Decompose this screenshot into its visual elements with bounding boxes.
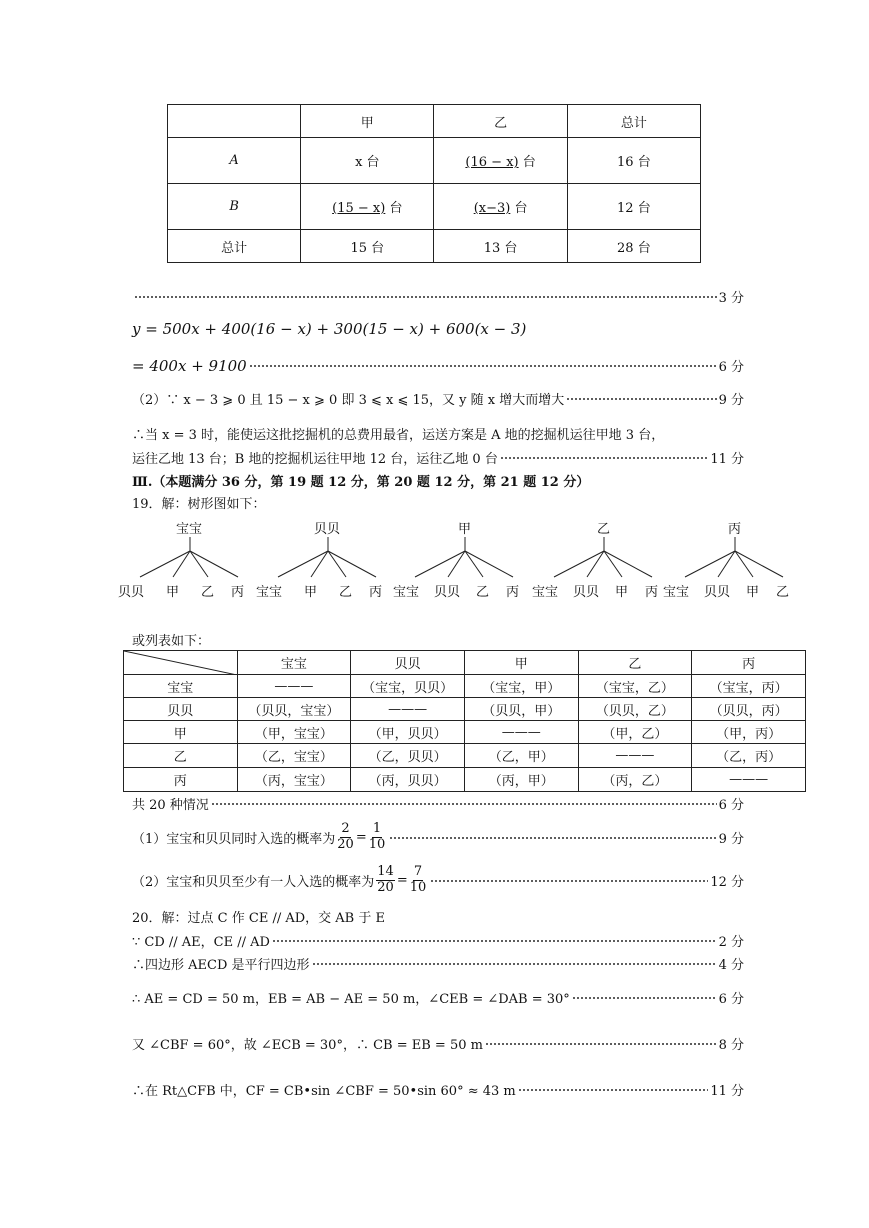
score-6c: 6 分 — [718, 992, 744, 1007]
fraction — [369, 822, 386, 852]
t2-cell: （甲，贝贝） — [351, 721, 465, 744]
equals-sign: = — [396, 872, 408, 888]
score-line-3 — [132, 287, 744, 306]
tree-leaf: 丙 — [369, 585, 383, 600]
q20-heading: 20．解：过点 C 作 CE // AD，交 AB 于 E — [132, 911, 385, 926]
t2-cell: （丙，甲） — [464, 768, 578, 792]
tree-leaf: 乙 — [476, 585, 490, 600]
t2-header-corner — [124, 651, 238, 675]
fraction — [410, 865, 427, 895]
numerator: 1 — [372, 821, 382, 837]
q20-line-2 — [132, 931, 744, 950]
denominator: 20 — [377, 879, 394, 895]
t2-cell: （甲，宝宝） — [237, 721, 351, 744]
t2-cell: （宝宝，甲） — [464, 675, 578, 698]
t1-row-total-jia: 15 台 — [301, 230, 434, 263]
leader-dots — [500, 451, 708, 464]
t1-row-total-total: 28 台 — [567, 230, 700, 263]
score-4: 4 分 — [718, 958, 744, 973]
diagonal-line — [124, 651, 237, 675]
denominator: 10 — [368, 836, 386, 852]
leader-dots — [389, 831, 716, 844]
tree-leaf: 宝宝 — [256, 585, 283, 600]
leader-dots — [430, 874, 708, 887]
tree-leaf: 丙 — [506, 585, 520, 600]
tree-branch — [465, 551, 483, 577]
tree-branch — [735, 551, 783, 577]
score-11b: 11 分 — [710, 1084, 744, 1099]
t2-cell: ——— — [692, 768, 806, 792]
tree-branch — [328, 551, 346, 577]
tree-branch — [278, 551, 328, 577]
tree-branch — [604, 551, 652, 577]
q20-line-6 — [132, 1080, 744, 1099]
tree-leaf: 贝贝 — [434, 585, 461, 600]
leader-dots — [249, 359, 717, 372]
t2-cell: 乙 — [124, 744, 238, 768]
t2-cell: （丙，乙） — [578, 768, 692, 792]
leader-dots — [134, 290, 717, 303]
numerator: 7 — [413, 864, 423, 880]
q20-text-2: ∵ CD // AE，CE // AD — [132, 935, 270, 950]
t1-row-a-yi-expr: (16 − x) — [465, 155, 519, 170]
t2-header-col: 甲 — [464, 651, 578, 675]
tree-leaf: 宝宝 — [532, 585, 559, 600]
score-8: 8 分 — [718, 1038, 744, 1053]
t2-cell: （乙，甲） — [464, 744, 578, 768]
equation-y: y = 500x + 400(16 − x) + 300(15 − x) + 600(x − 3) — [132, 320, 527, 338]
t2-cell: （甲，乙） — [578, 721, 692, 744]
t2-cell: （贝贝，丙） — [692, 698, 806, 721]
t1-row-a-total: 16 台 — [567, 138, 700, 184]
prob1-text: （1）宝宝和贝贝同时入选的概率为 — [132, 831, 336, 847]
t2-header-col: 乙 — [578, 651, 692, 675]
t2-header-col: 丙 — [692, 651, 806, 675]
t2-cell: 贝贝 — [124, 698, 238, 721]
tree-branch — [604, 551, 622, 577]
equation-result-line — [132, 356, 744, 375]
t2-cell: ——— — [464, 721, 578, 744]
leader-dots — [485, 1037, 717, 1050]
t2-cell: 甲 — [124, 721, 238, 744]
part2-line — [132, 389, 744, 408]
tree-root: 丙 — [728, 522, 742, 537]
leader-dots — [566, 392, 716, 405]
tree-leaf: 甲 — [746, 585, 760, 600]
leader-dots — [572, 991, 717, 1004]
t2-cell: ——— — [351, 698, 465, 721]
pair-table — [123, 650, 806, 792]
tree-leaf: 贝贝 — [573, 585, 600, 600]
t2-cell: （丙，宝宝） — [237, 768, 351, 792]
denominator: 10 — [409, 879, 427, 895]
tree-branch — [465, 551, 513, 577]
t2-cell: （贝贝，乙） — [578, 698, 692, 721]
tree-leaf: 宝宝 — [663, 585, 690, 600]
t2-cell: （宝宝，贝贝） — [351, 675, 465, 698]
prob2-line — [132, 858, 744, 902]
t2-header-col: 贝贝 — [351, 651, 465, 675]
numerator: 2 — [341, 821, 350, 837]
tree-leaf: 丙 — [231, 585, 245, 600]
total-cases: 共 20 种情况 — [132, 798, 209, 813]
t1-row-a-jia: x 台 — [301, 138, 434, 184]
t2-cell: （乙，丙） — [692, 744, 806, 768]
fraction — [376, 865, 395, 895]
t1-row-b-jia — [301, 184, 434, 230]
tree-root: 甲 — [458, 522, 472, 537]
t2-cell: 丙 — [124, 768, 238, 792]
t1-row-total-yi: 13 台 — [434, 230, 567, 263]
t1-row-b-yi-unit: 台 — [514, 201, 528, 216]
t1-row-a-yi-unit: 台 — [522, 155, 536, 170]
tree-leaf: 贝贝 — [704, 585, 731, 600]
t1-row-b-label: B — [168, 184, 301, 230]
t2-cell: （丙，贝贝） — [351, 768, 465, 792]
fraction — [337, 822, 354, 852]
t2-cell: （乙，宝宝） — [237, 744, 351, 768]
tree-leaf: 甲 — [615, 585, 629, 600]
tree-root: 宝宝 — [176, 522, 203, 537]
score-2: 2 分 — [718, 935, 744, 950]
section-heading: Ⅲ.（本题满分 36 分，第 19 题 12 分，第 20 题 12 分，第 21 题 12 分） — [132, 475, 590, 490]
equals-sign: = — [355, 829, 367, 845]
q20-text-3: ∴四边形 AECD 是平行四边形 — [132, 958, 310, 973]
t1-row-a-label: A — [168, 138, 301, 184]
conclusion-line-1: ∴当 x = 3 时，能使运这批挖掘机的总费用最省，运送方案是 A 地的挖掘机运往甲地 3 台， — [132, 428, 665, 443]
score-11a: 11 分 — [710, 452, 744, 467]
t1-header-corner — [168, 105, 301, 138]
t1-row-b-total: 12 台 — [567, 184, 700, 230]
t2-cell: （甲，丙） — [692, 721, 806, 744]
q20-text-4: ∴ AE = CD = 50 m，EB = AB − AE = 50 m，∠CEB = ∠DAB = 30° — [132, 992, 570, 1007]
score-9a: 9 分 — [718, 393, 744, 408]
q20-line-3 — [132, 954, 744, 973]
part2-text: （2）∵ x − 3 ⩾ 0 且 15 − x ⩾ 0 即 3 ⩽ x ⩽ 15，又 y 随 x 增大而增大 — [132, 393, 565, 408]
t2-cell: ——— — [237, 675, 351, 698]
prob1-line — [132, 815, 744, 859]
t2-cell: （宝宝，乙） — [578, 675, 692, 698]
t2-cell: ——— — [578, 744, 692, 768]
score-9b: 9 分 — [718, 831, 744, 847]
t2-cell: （贝贝，宝宝） — [237, 698, 351, 721]
t1-row-b-yi — [434, 184, 567, 230]
conclusion-text-2: 运往乙地 13 台；B 地的挖掘机运往甲地 12 台，运往乙地 0 台 — [132, 452, 498, 467]
score-12: 12 分 — [710, 874, 744, 890]
score-6a: 6 分 — [718, 360, 744, 375]
t1-row-b-jia-unit: 台 — [389, 201, 403, 216]
tree-branch — [140, 551, 190, 577]
tree-leaf: 丙 — [645, 585, 659, 600]
or-table-text: 或列表如下： — [132, 634, 211, 649]
score-6b: 6 分 — [718, 798, 744, 813]
t2-cell: （贝贝，甲） — [464, 698, 578, 721]
q20-text-6: ∴在 Rt△CFB 中，CF = CB•sin ∠CBF = 50•sin 60° ≈ 43 m — [132, 1084, 516, 1099]
q20-line-5 — [132, 1034, 744, 1053]
tree-leaf: 甲 — [166, 585, 180, 600]
score-3: 3 分 — [718, 291, 744, 306]
total-cases-line — [132, 794, 744, 813]
tree-branch — [735, 551, 753, 577]
tree-branch — [190, 551, 238, 577]
q19-heading: 19．解：树形图如下： — [132, 497, 266, 512]
t1-row-total-label: 总计 — [168, 230, 301, 263]
tree-root: 乙 — [597, 522, 611, 537]
tree-leaf: 乙 — [776, 585, 790, 600]
tree-leaf: 甲 — [304, 585, 318, 600]
equation-result: = 400x + 9100 — [132, 356, 247, 375]
leader-dots — [518, 1083, 709, 1096]
t1-row-b-yi-expr: (x−3) — [473, 201, 511, 216]
t1-header-total: 总计 — [567, 105, 700, 138]
tree-root: 贝贝 — [314, 522, 341, 537]
t2-cell: （乙，贝贝） — [351, 744, 465, 768]
leader-dots — [272, 934, 717, 947]
q20-text-5: 又 ∠CBF = 60°，故 ∠ECB = 30°，∴ CB = EB = 50 m — [132, 1038, 483, 1053]
allocation-table — [167, 104, 701, 263]
numerator: 14 — [377, 864, 394, 880]
t1-header-yi: 乙 — [434, 105, 567, 138]
t1-row-a-yi — [434, 138, 567, 184]
tree-branch — [415, 551, 465, 577]
tree-leaf: 乙 — [339, 585, 353, 600]
q20-line-4 — [132, 988, 744, 1007]
prob2-text: （2）宝宝和贝贝至少有一人入选的概率为 — [132, 874, 375, 890]
t2-header-col: 宝宝 — [237, 651, 351, 675]
tree-branch — [685, 551, 735, 577]
tree-branch — [328, 551, 376, 577]
conclusion-line-2 — [132, 448, 744, 467]
t1-row-b-jia-expr: (15 − x) — [332, 201, 386, 216]
tree-branch — [190, 551, 208, 577]
denominator: 20 — [337, 836, 354, 852]
tree-leaf: 宝宝 — [393, 585, 420, 600]
t1-header-jia: 甲 — [301, 105, 434, 138]
t2-cell: （宝宝，丙） — [692, 675, 806, 698]
leader-dots — [211, 797, 717, 810]
leader-dots — [312, 957, 717, 970]
tree-branch — [554, 551, 604, 577]
tree-leaf: 贝贝 — [118, 585, 145, 600]
tree-leaf: 乙 — [201, 585, 215, 600]
t2-cell: 宝宝 — [124, 675, 238, 698]
